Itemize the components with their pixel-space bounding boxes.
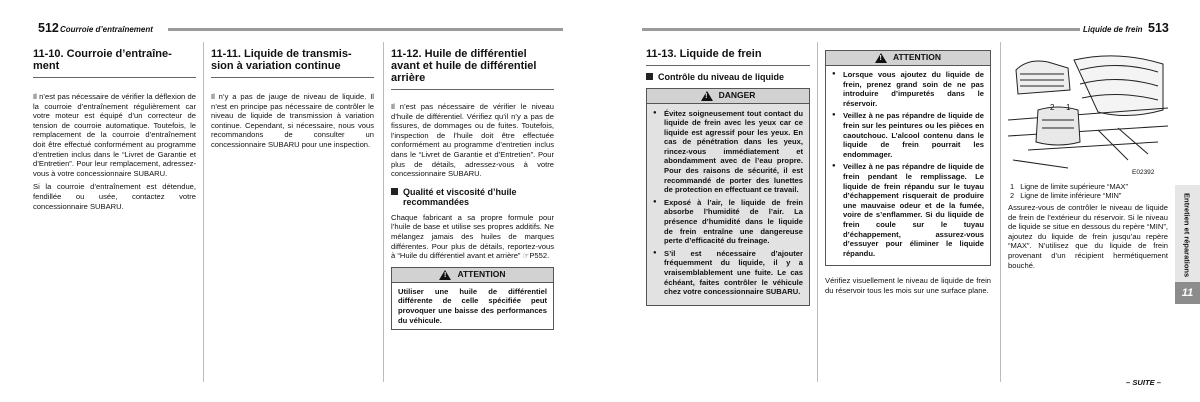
- attention-label: ATTENTION: [892, 52, 941, 63]
- attention-box: [825, 50, 991, 266]
- list-item: ● Lorsque vous ajoutez du liquide de frein, prenez grand soin de ne pas introduire d’impuretés dans le réservoir.: [832, 70, 984, 108]
- section-belt: [33, 48, 196, 215]
- danger-header: [646, 88, 810, 104]
- paragraph: Il n’est pas nécessaire de vérifier la déflexion de la courroie d’entraînement régulièrement car votre moteur est équipé d’un correcteur de tension de courroie automatique. Toutefois, le remplacement de la courroie d’entraînement doit être effectué conformément au programme d’entretien inclus dans le “Livret de Garantie et d’Entretien”. Pour leur remplacement, adressez-vous à votre concessionnaire SUBARU.: [33, 92, 196, 178]
- column-divider: [1000, 42, 1001, 382]
- page-number-right: 513: [1148, 21, 1169, 35]
- figure-legend: [1010, 182, 1168, 200]
- section-reservoir-check: [1008, 203, 1168, 274]
- header-rule-left: [168, 28, 563, 31]
- figure-code: E02392: [1132, 169, 1155, 176]
- attention-header: [391, 267, 554, 283]
- attention-text: Utiliser une huile de différentiel différente de celle spécifiée peut provoquer une baisse des performances du véhicule.: [391, 283, 554, 330]
- danger-body: [646, 104, 810, 306]
- paragraph: Il n’y a pas de jauge de niveau de liquide. Il n’est en principe pas nécessaire de contrôler le niveau de liquide de transmission à variation continue. Cependant, si nécessaire, nous vous recommandons de consulter un concessionnaire SUBARU pour une inspection.: [211, 92, 374, 149]
- square-bullet-icon: [646, 73, 653, 80]
- list-item: ● S’il est nécessaire d’ajouter fréquemment du liquide, il y a vraisemblablement une fuite. Le cas échéant, faites contrôler le véhicule chez votre concessionnaire SUBARU.: [653, 249, 803, 297]
- paragraph: Il n’est pas nécessaire de vérifier le niveau d’huile de différentiel. Vérifiez qu’il n’y a pas de fissures, de dommages ou de fuites. Toutefois, l’inspection de l’huile doit être effectuée conformément au programme d’entretien inclus dans le “Livret de Garantie et d’Entretien”. Pour plus de détails, adressez-vous à votre concessionnaire SUBARU.: [391, 102, 554, 179]
- continued-marker: – SUITE –: [1126, 378, 1162, 387]
- list-item: ● Exposé à l’air, le liquide de frein absorbe l’humidité de l’air. La présence d’humidité dans le liquide de frein entraîne une dangereuse perte d’efficacité du freinage.: [653, 198, 803, 246]
- danger-label: DANGER: [718, 89, 756, 100]
- square-bullet-icon: [391, 188, 398, 195]
- section-heading: 11-13. Liquide de frein: [646, 48, 810, 66]
- subsection-heading: [391, 187, 554, 208]
- attention-header: [825, 50, 991, 66]
- warning-triangle-icon: [701, 91, 713, 101]
- section-heading: 11-10. Courroie d’entraîne-ment: [33, 48, 196, 78]
- callout-label: 2: [1050, 103, 1055, 112]
- list-item: ● Veillez à ne pas répandre de liquide de frein sur les peintures ou les pièces en caoutchouc. L’alcool contenu dans le liquide de frein pourrait les endommager.: [832, 111, 984, 159]
- section-transmission: [211, 48, 374, 154]
- header-rule-right: [642, 28, 1080, 31]
- column-divider: [203, 42, 204, 382]
- legend-text: Ligne de limite supérieure “MAX”: [1020, 182, 1128, 191]
- section-brake-attention: [825, 50, 991, 299]
- paragraph: Vérifiez visuellement le niveau de liquide de frein du réservoir tous les mois sur une surface plane.: [825, 276, 991, 295]
- subsection-heading: [646, 72, 810, 83]
- paragraph: Si la courroie d’entraînement est détendue, fendillée ou usée, contactez votre concessionnaire SUBARU.: [33, 182, 196, 211]
- callout-label: 1: [1066, 103, 1071, 112]
- column-divider: [383, 42, 384, 382]
- legend-number: 1: [1010, 182, 1015, 191]
- page-title-left: Courroie d’entraînement: [60, 25, 153, 34]
- page-title-right: Liquide de frein: [1083, 25, 1143, 34]
- section-heading: 11-12. Huile de différentiel avant et huile de différentiel arrière: [391, 48, 554, 90]
- section-brake: [646, 48, 810, 306]
- attention-box: [391, 267, 554, 330]
- legend-item: [1010, 191, 1168, 200]
- paragraph: Assurez-vous de contrôler le niveau de liquide de frein de l’extérieur du réservoir. Si le niveau de liquide se situe en dessous du repère “MIN”, ajoutez du liquide de frein jusqu’au repère “MAX”. N’utilisez que du liquide de frein provenant d’un récipient hermétiquement bouché.: [1008, 203, 1168, 270]
- warning-triangle-icon: [439, 270, 451, 280]
- side-tab: [1176, 190, 1198, 280]
- section-differential: [391, 48, 554, 330]
- subsection-heading-text: Qualité et viscosité d’huile recommandées: [403, 186, 517, 208]
- chapter-tab: 11: [1175, 282, 1200, 304]
- legend-text: Ligne de limite inférieure “MIN”: [1020, 191, 1122, 200]
- page-number-left: 512: [38, 21, 59, 35]
- attention-label: ATTENTION: [457, 268, 506, 279]
- section-heading: 11-11. Liquide de transmis-sion à variation continue: [211, 48, 374, 78]
- warning-triangle-icon: [875, 53, 887, 63]
- brake-reservoir-illustration: [1008, 50, 1168, 178]
- legend-number: 2: [1010, 191, 1015, 200]
- paragraph: Chaque fabricant a sa propre formule pour l’huile de base et utilise ses propres additifs. Ne mélangez jamais des huiles de marques différentes. Pour plus de détails, reportez-vous à “Huile du différentiel avant et arrière” ☞P552.: [391, 212, 554, 261]
- column-divider: [817, 42, 818, 382]
- brake-reservoir-figure: [1008, 50, 1168, 178]
- side-tab-label: Entretien et réparations: [1182, 192, 1192, 278]
- danger-box: [646, 88, 810, 306]
- attention-body: [825, 66, 991, 266]
- list-item: ● Évitez soigneusement tout contact du liquide de frein avec les yeux car ce liquide est agressif pour les yeux. En cas de pénétration dans les yeux, rincez-vous immédiatement et abondamment avec de l’eau propre. Pour des raisons de sécurité, il est recommandé de porter des lunettes de protection en effectuant ce travail.: [653, 109, 803, 195]
- subsection-heading-text: Contrôle du niveau de liquide: [658, 72, 785, 82]
- list-item: ● Veillez à ne pas répandre de liquide de frein pendant le remplissage. Le liquide de frein répandu sur le tuyau d’échappement risquerait de produire une mauvaise odeur et de la fumée, voire de s’enflammer. Si du liquide de frein coule sur le tuyau d’échappement, assurez-vous d’essuyer pour éliminer le liquide répandu.: [832, 162, 984, 258]
- legend-item: [1010, 182, 1168, 191]
